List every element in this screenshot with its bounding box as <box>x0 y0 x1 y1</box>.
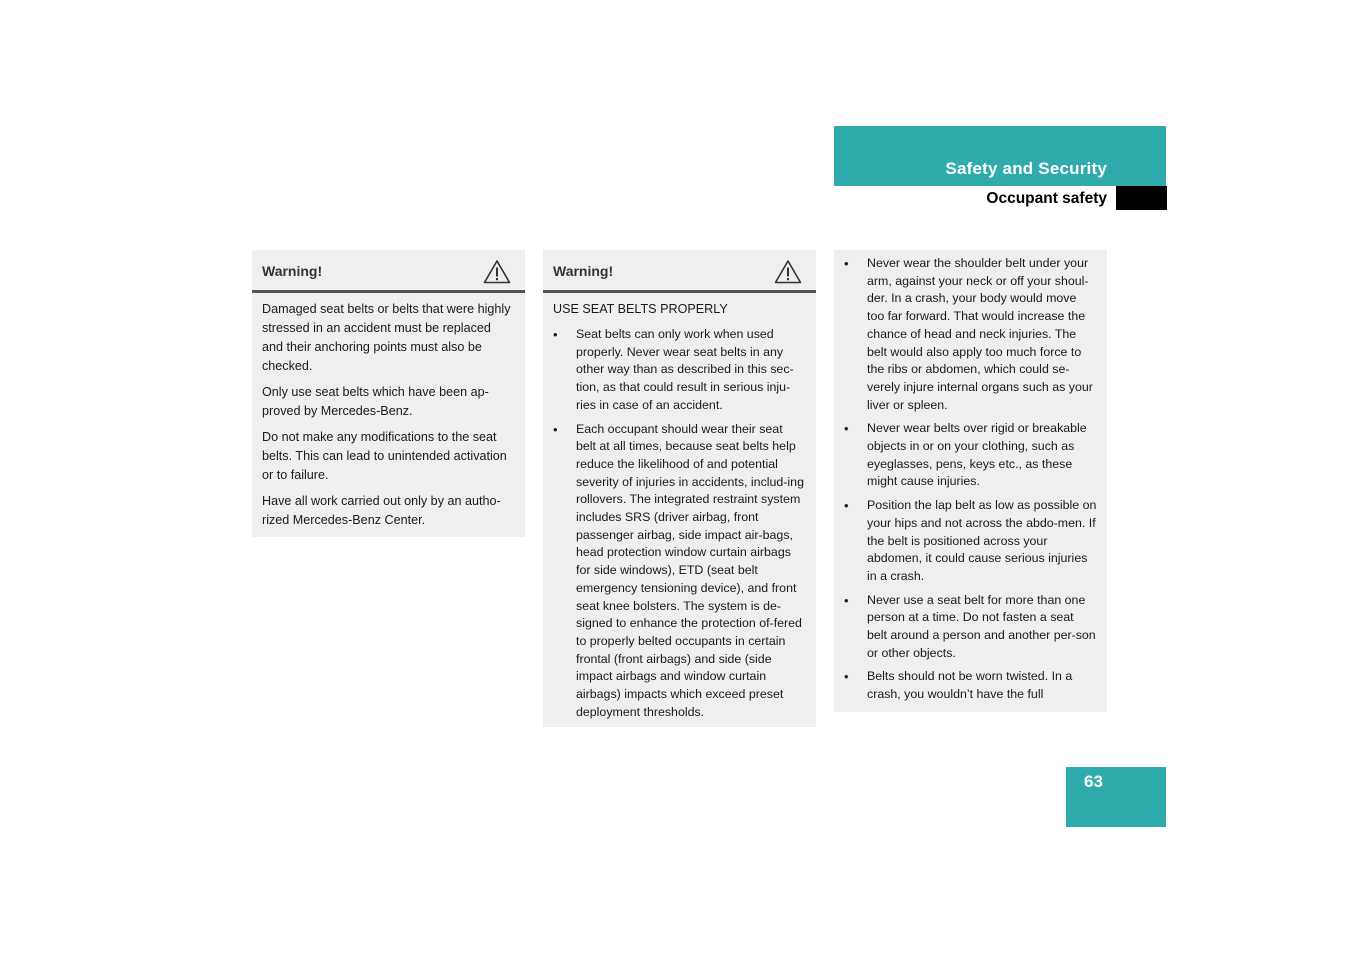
warning-header <box>252 250 525 293</box>
warning-title: Warning! <box>262 263 323 279</box>
warning-body <box>252 293 525 543</box>
list-item: • Each occupant should wear their seat belt at all times, because seat belts help reduce the likelihood of and potential severity of injuries in accidents, includ-ing rollovers. The integrated restraint system includes SRS (driver airbag, front passenger airbag, side impact air-bags, head protection window curtain airbags for side windows), ETD (seat belt emergency tensioning device), and front seat knee bolsters. The system is de-signed to enhance the protection of-fered to properly belted occupants in certain frontal (front airbags) and side (side impact airbags and window curtain airbags) impacts which exceed preset deployment thresholds. <box>553 421 806 722</box>
page-number: 63 <box>1084 772 1103 791</box>
bullet-list <box>844 255 1097 704</box>
section-header-band <box>834 126 1166 186</box>
warning-panel-use-seat-belts <box>543 250 816 727</box>
paragraph: Do not make any modifications to the seat belts. This can lead to unintended activation or to failure. <box>262 430 507 482</box>
paragraph: Only use seat belts which have been ap-proved by Mercedes-Benz. <box>262 385 489 418</box>
warning-header <box>543 250 816 293</box>
warning-body <box>543 293 816 733</box>
list-item: • Never wear belts over rigid or breakable objects in or on your clothing, such as eyeglasses, pens, keys etc., as these might cause injuries. <box>844 420 1097 491</box>
warning-triangle-icon <box>483 259 511 284</box>
list-item: • Never wear the shoulder belt under your arm, against your neck or off your shoul-der. In a crash, your body would move too far forward. That would increase the chance of head and neck injuries. The belt would also apply too much force to the ribs or abdomen, which could se-verely injure internal organs such as your liver or spleen. <box>844 255 1097 414</box>
warning-title: Warning! <box>553 263 614 279</box>
warning-heading: USE SEAT BELTS PROPERLY <box>553 302 728 316</box>
subsection-title: Occupant safety <box>986 190 1107 207</box>
paragraph: Have all work carried out only by an autho-rized Mercedes-Benz Center. <box>262 494 501 527</box>
section-title: Safety and Security <box>945 159 1107 178</box>
list-item: • Belts should not be worn twisted. In a crash, you wouldn’t have the full <box>844 668 1097 703</box>
bullet-list <box>553 326 806 721</box>
list-item: • Position the lap belt as low as possible on your hips and not across the abdo-men. If the belt is positioned across your abdomen, it could cause serious injuries in a crash. <box>844 497 1097 586</box>
continued-warning-panel <box>834 250 1107 712</box>
warning-body <box>834 250 1107 716</box>
list-item: • Seat belts can only work when used properly. Never wear seat belts in any other way than as described in this sec-tion, as that could result in serious inju-ries in case of an accident. <box>553 326 806 415</box>
warning-triangle-icon <box>774 259 802 284</box>
list-item: • Never use a seat belt for more than one person at a time. Do not fasten a seat belt around a person and another per-son or other objects. <box>844 592 1097 663</box>
page-number-box <box>1066 767 1166 827</box>
warning-panel-seat-belt-damage <box>252 250 525 537</box>
section-tab-marker <box>1116 186 1167 210</box>
paragraph: Damaged seat belts or belts that were highly stressed in an accident must be replaced and their anchoring points must also be checked. <box>262 302 511 373</box>
